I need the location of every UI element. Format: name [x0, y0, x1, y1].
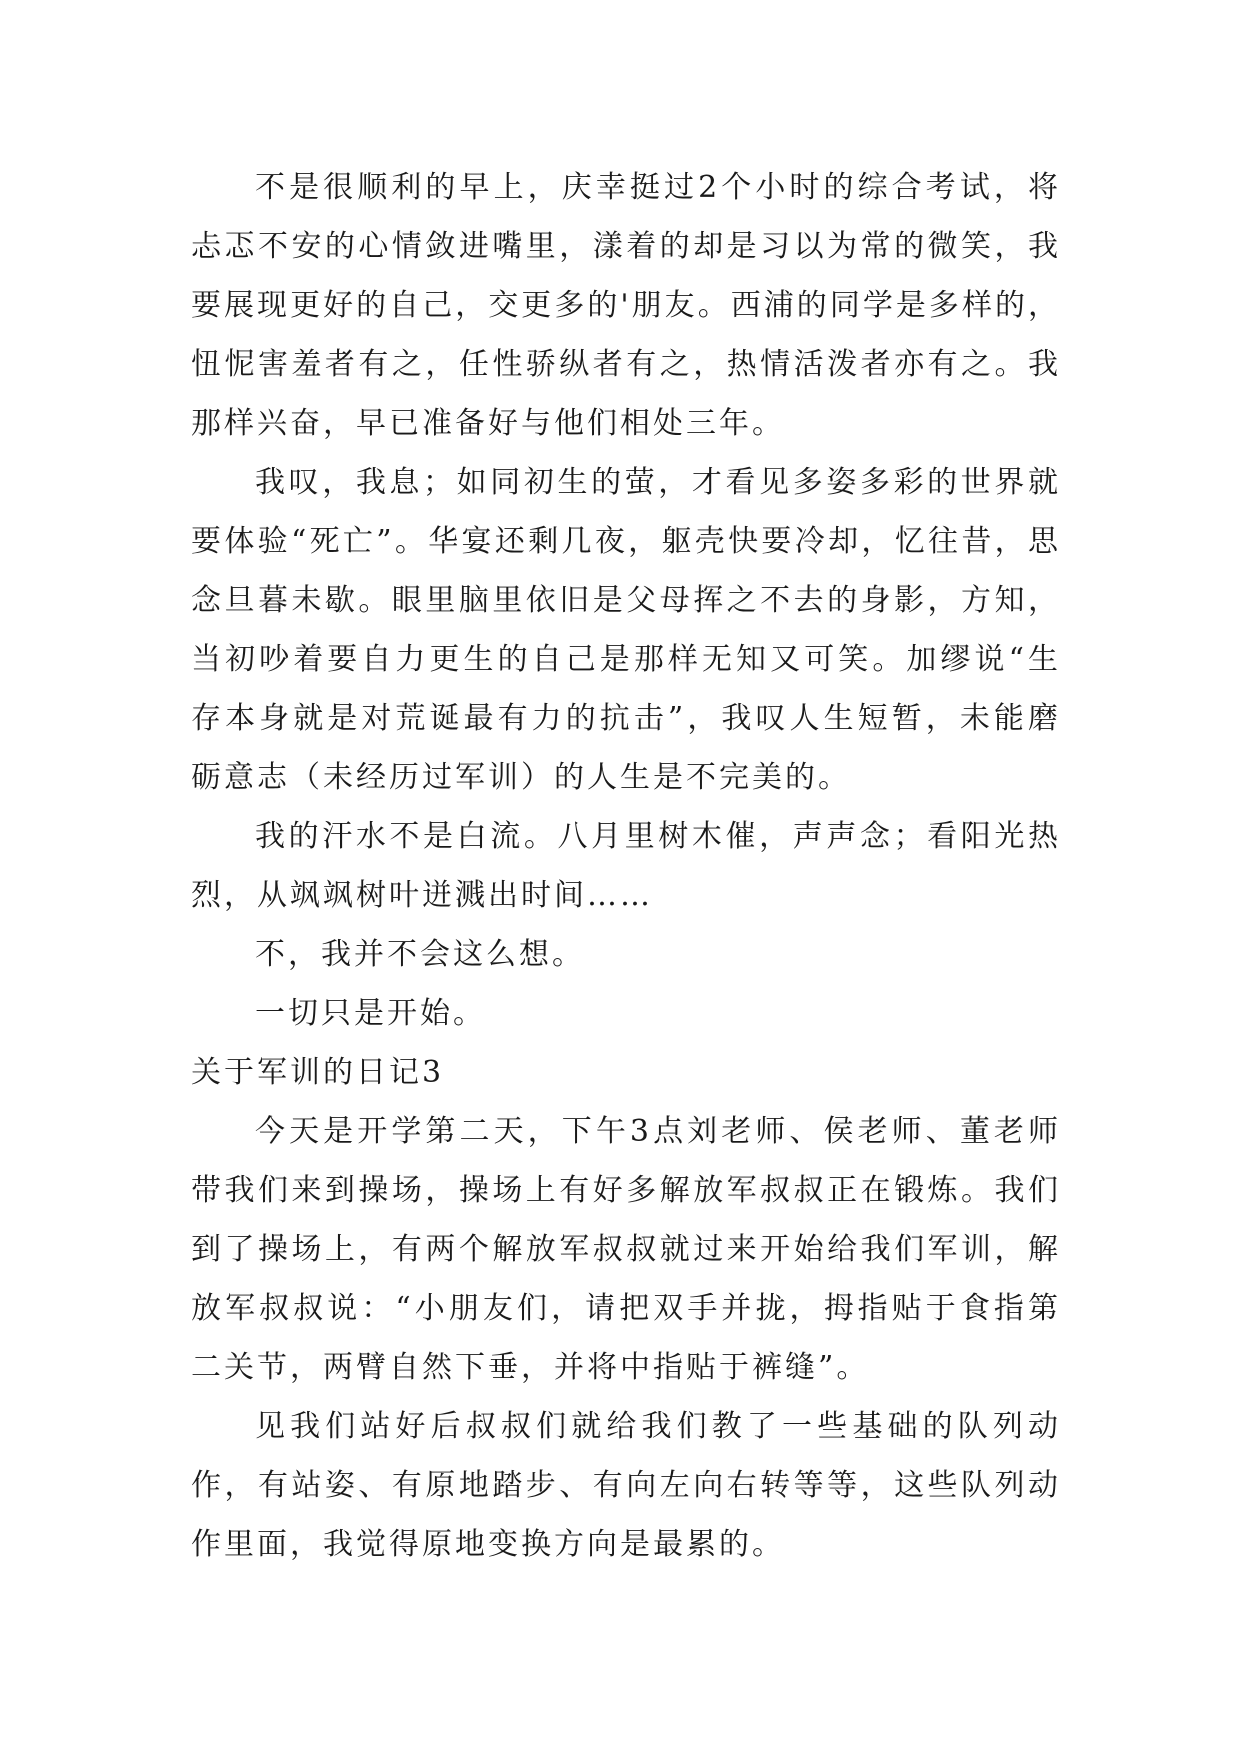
paragraph: 我叹，我息；如同初生的萤，才看见多姿多彩的世界就要体验“死亡”。华宴还剩几夜，躯壳快要冷却，忆往昔，思念旦暮未歇。眼里脑里依旧是父母挥之不去的身影，方知，当初吵着要自力更生的自己是那样无知又可笑。加缪说“生存本身就是对荒诞最有力的抗击”，我叹人生短暂，未能磨砺意志（未经历过军训）的人生是不完美的。	[191, 465, 1061, 795]
paragraph: 见我们站好后叔叔们就给我们教了一些基础的队列动作，有站姿、有原地踏步、有向左向右转等等，这些队列动作里面，我觉得原地变换方向是最累的。	[191, 1409, 1061, 1562]
section-heading: 关于军训的日记3	[191, 1055, 445, 1090]
paragraph: 今天是开学第二天，下午3点刘老师、侯老师、董老师带我们来到操场，操场上有好多解放军叔叔正在锻炼。我们到了操场上，有两个解放军叔叔就过来开始给我们军训，解放军叔叔说：“小朋友们，请把双手并拢，拇指贴于食指第二关节，两臂自然下垂，并将中指贴于裤缝”。	[191, 1114, 1061, 1385]
document-body	[191, 158, 1061, 1574]
paragraph: 不，我并不会这么想。	[255, 937, 585, 972]
paragraph: 不是很顺利的早上，庆幸挺过2个小时的综合考试，将忐忑不安的心情敛进嘴里，漾着的却是习以为常的微笑，我要展现更好的自己，交更多的'朋友。西浦的同学是多样的，忸怩害羞者有之，任性骄纵者有之，热情活泼者亦有之。我那样兴奋，早已准备好与他们相处三年。	[191, 170, 1061, 441]
paragraph: 一切只是开始。	[255, 996, 486, 1031]
paragraph: 我的汗水不是白流。八月里树木催，声声念；看阳光热烈，从飒飒树叶迸溅出时间……	[191, 819, 1061, 913]
